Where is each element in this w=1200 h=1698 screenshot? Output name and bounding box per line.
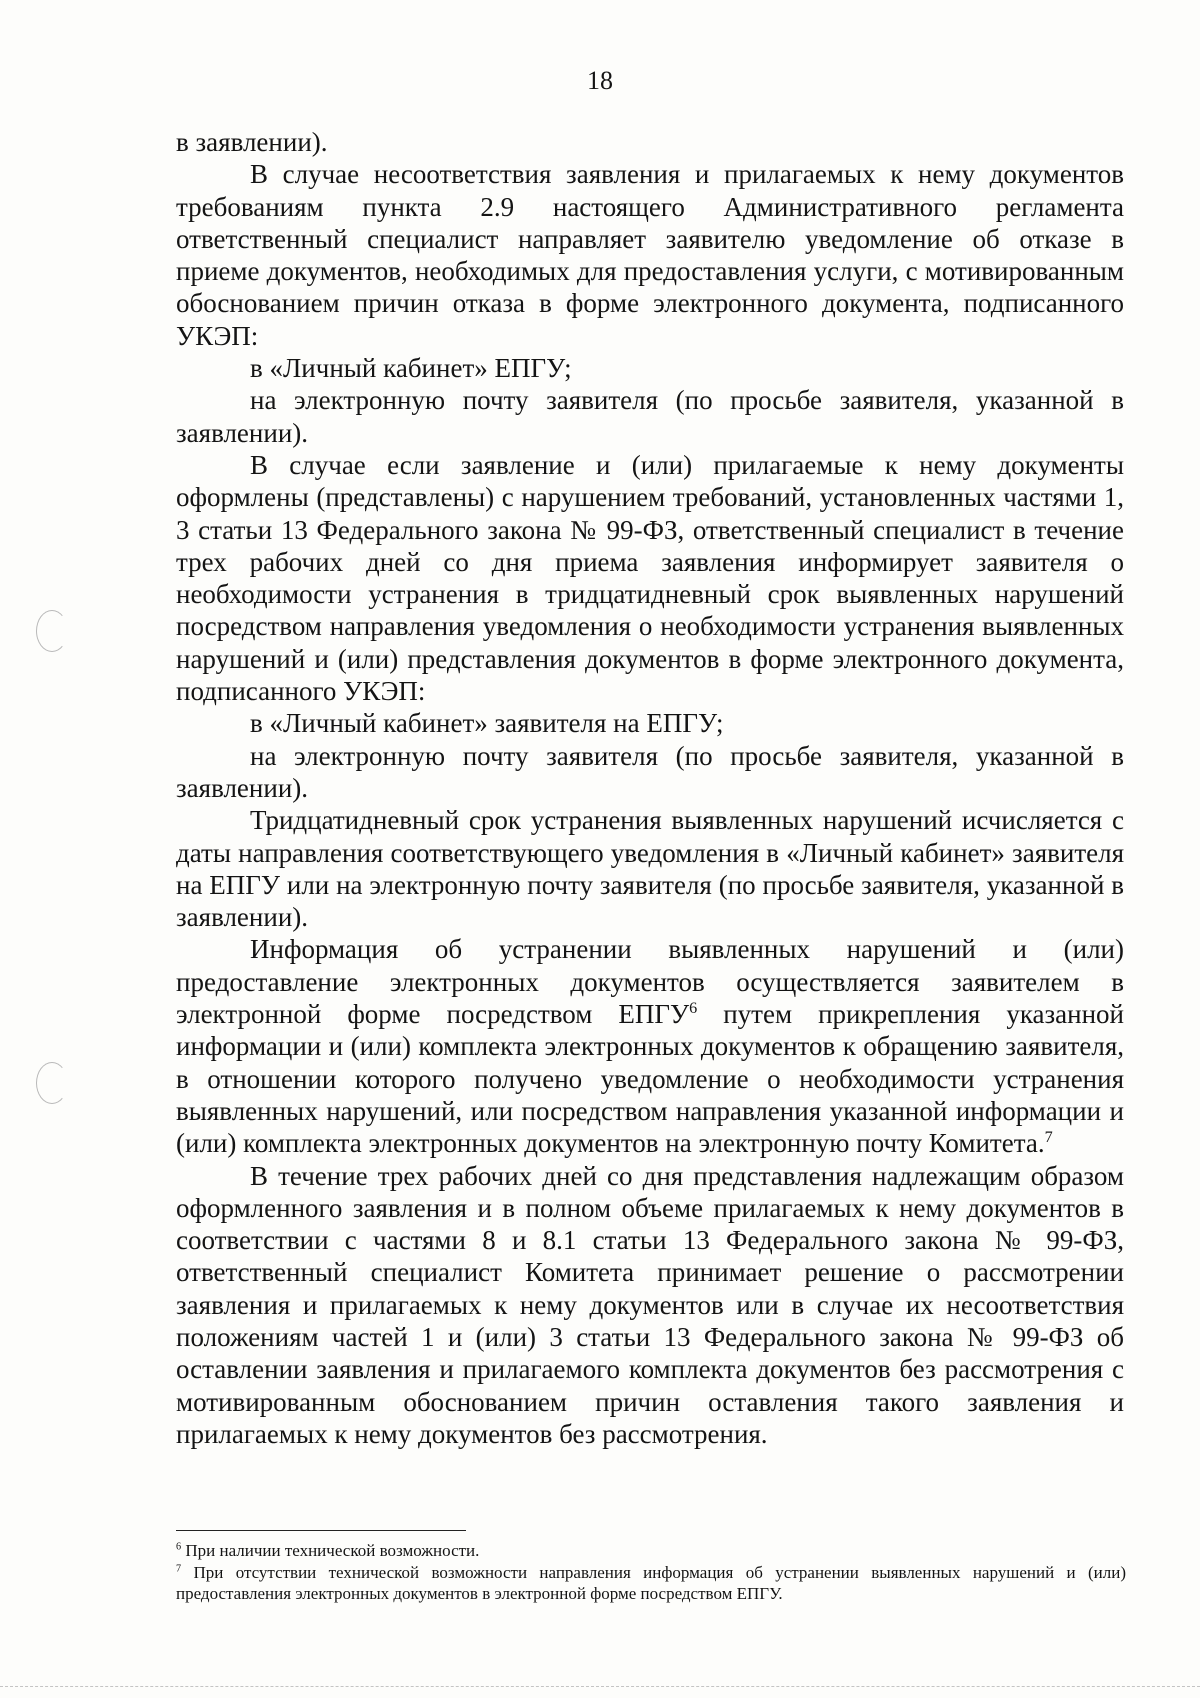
footnote	[176, 1562, 1126, 1605]
footnote-mark: 7	[176, 1562, 182, 1574]
footnote-reference: 7	[1044, 1128, 1053, 1147]
paragraph-text: Информация об устранении выявленных нарушений и (или) предоставление электронных документов осуществляется заявителем в электронной форме посредством ЕПГУ	[176, 934, 1124, 1030]
footnote-separator	[176, 1530, 466, 1531]
paragraph-text: путем прикрепления указанной информации и (или) комплекта электронных документов к обращению заявителя, в отношении которого получено уведомление о необходимости устранения выявленных нарушений, или посредством направления указанной информации и (или) комплекта электронных документов на электронную почту Комитета.	[176, 999, 1125, 1159]
punch-hole-mark	[36, 610, 68, 652]
paragraph: в «Личный кабинет» ЕПГУ;	[250, 353, 572, 384]
paragraph: на электронную почту заявителя (по просьбе заявителя, указанной в заявлении).	[176, 740, 1124, 803]
page-number: 18	[587, 66, 613, 95]
paragraph: В случае если заявление и (или) прилагаемые к нему документы оформлены (представлены) с нарушением требований, установленных частями 1, 3 статьи 13 Федерального закона № 99-ФЗ, ответственный специалист в течение трех рабочих дней со дня приема заявления информирует заявителя о необходимости устранения в тридцатидневный срок выявленных нарушений посредством направления уведомления о необходимости устранения выявленных нарушений и (или) представления документов в форме электронного документа, подписанного УКЭП:	[176, 449, 1124, 707]
footnote	[176, 1540, 1126, 1562]
document-body	[176, 126, 1124, 1450]
paragraph: на электронную почту заявителя (по просьбе заявителя, указанной в заявлении).	[176, 385, 1124, 448]
footnote-text: При наличии технической возможности.	[181, 1541, 480, 1560]
paragraph: В случае несоответствия заявления и прилагаемых к нему документов требованиям пункта 2.9 настоящего Административного регламента ответственный специалист направляет заявителю уведомление об отказе в приеме документов, необходимых для предоставления услуги, с мотивированным обоснованием причин отказа в форме электронного документа, подписанного УКЭП:	[176, 159, 1124, 351]
paragraph: в «Личный кабинет» заявителя на ЕПГУ;	[250, 708, 724, 739]
scan-edge-line	[0, 1686, 1200, 1687]
punch-hole-mark	[36, 1062, 68, 1104]
paragraph	[176, 933, 1124, 1159]
footnote-text: При отсутствии технической возможности направления информация об устранении выявленных нарушений и (или) предоставления электронных документов в электронной форме посредством ЕПГУ.	[176, 1562, 1126, 1603]
paragraph: в заявлении).	[176, 127, 328, 157]
footnote-mark: 6	[176, 1541, 182, 1553]
paragraph: В течение трех рабочих дней со дня представления надлежащим образом оформленного заявления и в полном объеме прилагаемых к нему документов в соответствии с частями 8 и 8.1 статьи 13 Федерального закона № 99-ФЗ, ответственный специалист Комитета принимает решение о рассмотрении заявления и прилагаемых к нему документов или в случае их несоответствия положениям частей 1 и (или) 3 статьи 13 Федерального закона № 99-ФЗ об оставлении заявления и прилагаемого комплекта документов без рассмотрения с мотивированным обоснованием причин оставления такого заявления и прилагаемых к нему документов без рассмотрения.	[176, 1160, 1124, 1449]
paragraph: Тридцатидневный срок устранения выявленных нарушений исчисляется с даты направления соответствующего уведомления в «Личный кабинет» заявителя на ЕПГУ или на электронную почту заявителя (по просьбе заявителя, указанной в заявлении).	[176, 805, 1124, 933]
footnotes	[176, 1540, 1126, 1605]
footnote-reference: 6	[689, 999, 698, 1018]
